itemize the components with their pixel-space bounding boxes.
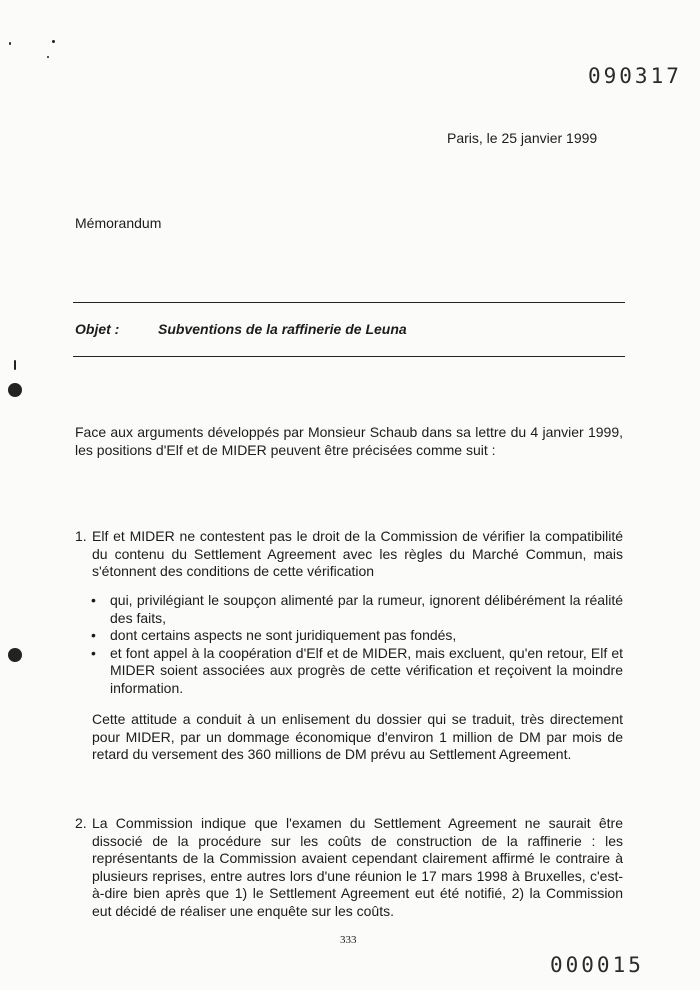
scan-speck [9, 42, 11, 45]
point-1-number: 1. [75, 528, 87, 544]
date-line: Paris, le 25 janvier 1999 [447, 130, 598, 146]
subject-text: Subventions de la raffinerie de Leuna [158, 321, 407, 337]
scan-speck [14, 360, 16, 370]
archive-stamp-top: 090317 [588, 64, 682, 88]
divider-bottom [73, 356, 625, 357]
bullet-text: et font appel à la coopération d'Elf et de MIDER, mais excluent, qu'en retour, Elf et MIDER soient associées aux progrès de cette vérification et reçoivent la moindre information. [110, 644, 623, 696]
intro-paragraph: Face aux arguments développés par Monsieur Schaub dans sa lettre du 4 janvier 1999, les positions d'Elf et de MIDER peuvent être précisées comme suit : [75, 424, 623, 458]
archive-stamp-bottom: 000015 [550, 953, 644, 977]
bullet-dot-icon: • [91, 592, 96, 608]
point-1-text: Elf et MIDER ne contestent pas le droit de la Commission de vérifier la compatibilité du contenu du Settlement Agreement avec les règles du Marché Commun, mais s'étonnent des conditions de cette vérification [92, 528, 623, 579]
subject-label: Objet : [75, 321, 120, 337]
page-number: 333 [340, 934, 357, 946]
point-1 [75, 528, 623, 581]
bullet-dot-icon: • [91, 627, 96, 643]
point-2 [75, 815, 623, 920]
bullet-dot-icon: • [91, 644, 96, 661]
point-2-text: La Commission indique que l'examen du Settlement Agreement ne saurait être dissocié de la procédure sur les coûts de construction de la raffinerie : les représentants de la Commission avaient cependant clairement affirmé le contraire à plusieurs reprises, entre autres lors d'une réunion le 17 mars 1998 à Bruxelles, c'est-à-dire bien après que 1) le Settlement Agreement eut été notifié, 2) la Commission eut décidé de réaliser une enquête sur les coûts. [92, 815, 623, 919]
scan-speck [47, 56, 49, 58]
memo-title: Mémorandum [75, 215, 162, 231]
divider-top [73, 302, 625, 303]
bullet-text: qui, privilégiant le soupçon alimenté par la rumeur, ignorent délibérément la réalité des faits, [110, 592, 623, 626]
punch-hole-mark [8, 383, 22, 397]
bullet-text: dont certains aspects ne sont juridiquement pas fondés, [110, 627, 457, 643]
bullet-item [75, 645, 623, 698]
punch-hole-mark [8, 648, 22, 662]
scan-speck [52, 40, 55, 43]
bullet-item [75, 627, 623, 645]
point-2-number: 2. [75, 815, 87, 831]
point-1-consequence: Cette attitude a conduit à un enlisement du dossier qui se traduit, très directement pour MIDER, par un dommage économique d'environ 1 million de DM par mois de retard du versement des 360 millions de DM prévu au Settlement Agreement. [92, 711, 623, 762]
bullet-item [75, 592, 623, 627]
point-1-bullet-list [75, 592, 623, 697]
